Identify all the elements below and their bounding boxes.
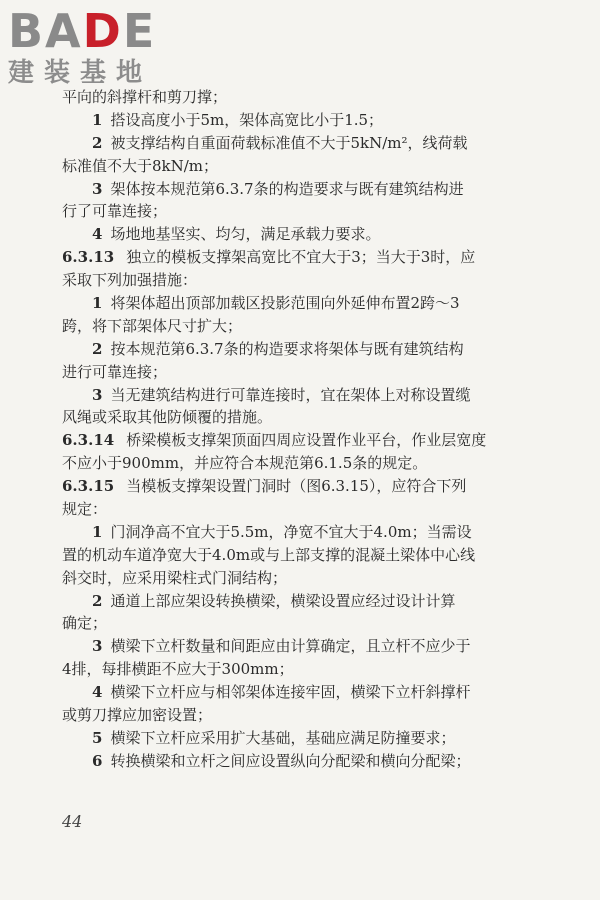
continuation-line: [62, 498, 492, 521]
line-text: 横梁下立杆应与相邻架体连接牢固，横梁下立杆斜撑杆: [110, 683, 471, 702]
continuation-line: [62, 406, 492, 429]
line-text: 桥梁模板支撑架顶面四周应设置作业平台，作业层宽度: [126, 431, 487, 450]
continuation-line: [62, 361, 492, 384]
clause-line: [62, 246, 492, 269]
list-item-line: [62, 590, 492, 613]
list-item-line: [62, 292, 492, 315]
clause-number: 6.3.14: [62, 431, 115, 450]
clause-line: [62, 475, 492, 498]
continuation-line: [62, 200, 492, 223]
line-text: 架体按本规范第6.3.7条的构造要求与既有建筑结构进: [110, 179, 464, 198]
continuation-line: [62, 567, 492, 590]
line-text: 4排，每排横距不应大于300mm；: [62, 660, 294, 679]
clause-line: [62, 429, 492, 452]
line-text: 横梁下立杆应采用扩大基础，基础应满足防撞要求；: [110, 728, 456, 747]
line-text: 当无建筑结构进行可靠连接时，宜在架体上对称设置缆: [110, 385, 471, 404]
item-number: 1: [92, 110, 103, 129]
line-text: 确定；: [62, 614, 108, 633]
line-text: 通道上部应架设转换横梁，横梁设置应经过设计计算: [110, 591, 456, 610]
line-text: 横梁下立杆数量和间距应由计算确定，且立杆不应少于: [110, 637, 471, 656]
bade-logo: [8, 6, 178, 98]
list-item-line: [62, 338, 492, 361]
continuation-line: [62, 544, 492, 567]
continuation-line: [62, 315, 492, 338]
clause-number: 6.3.13: [62, 248, 115, 267]
item-number: 1: [92, 294, 103, 313]
line-text: 被支撑结构自重面荷载标准值不大于5kN/m²，线荷载: [110, 133, 468, 152]
line-text: 按本规范第6.3.7条的构造要求将架体与既有建筑结构: [110, 339, 464, 358]
line-text: 行了可靠连接；: [62, 202, 168, 221]
logo-wordmark: [8, 6, 178, 56]
list-item-line: [62, 750, 492, 773]
item-number: 3: [92, 637, 103, 656]
list-item-line: [62, 681, 492, 704]
item-number: 5: [92, 728, 103, 747]
item-number: 4: [92, 225, 103, 244]
item-number: 2: [92, 591, 103, 610]
line-text: 或剪刀撑应加密设置；: [62, 706, 213, 725]
list-item-line: [62, 384, 492, 407]
list-item-line: [62, 109, 492, 132]
continuation-line: [62, 658, 492, 681]
line-text: 进行可靠连接；: [62, 362, 168, 381]
list-item-line: [62, 521, 492, 544]
line-text: 规定：: [62, 500, 108, 519]
item-number: 1: [92, 522, 103, 541]
list-item-line: [62, 178, 492, 201]
line-text: 当模板支撑架设置门洞时（图6.3.15），应符合下列: [126, 477, 467, 496]
line-text: 转换横梁和立杆之间应设置纵向分配梁和横向分配梁；: [110, 751, 471, 770]
continuation-line: [62, 704, 492, 727]
item-number: 2: [92, 339, 103, 358]
list-item-line: [62, 132, 492, 155]
line-text: 标准值不大于8kN/m；: [62, 156, 219, 175]
list-item-line: [62, 223, 492, 246]
item-number: 3: [92, 385, 103, 404]
line-text: 置的机动车道净宽大于4.0m或与上部支撑的混凝土梁体中心线: [62, 545, 476, 564]
line-text: 门洞净高不宜大于5.5m，净宽不宜大于4.0m；当需设: [110, 522, 472, 541]
line-text: 将架体超出顶部加载区投影范围向外延伸布置2跨～3: [110, 294, 460, 313]
line-text: 采取下列加强措施：: [62, 271, 198, 290]
continuation-line: [62, 452, 492, 475]
logo-subtitle: 建装基地: [8, 58, 153, 88]
document-body: [62, 86, 492, 773]
page-number: 44: [62, 812, 83, 831]
line-text: 斜交时，应采用梁柱式门洞结构；: [62, 568, 288, 587]
continuation-line: [62, 269, 492, 292]
line-text: 不应小于900mm，并应符合本规范第6.1.5条的规定。: [62, 454, 428, 473]
continuation-line: [62, 612, 492, 635]
line-text: 场地地基坚实、均匀，满足承载力要求。: [110, 225, 381, 244]
logo-wordmark-part-a: BA: [8, 4, 83, 58]
continuation-line: [62, 155, 492, 178]
line-text: 搭设高度小于5m，架体高宽比小于1.5；: [110, 110, 384, 129]
clause-number: 6.3.15: [62, 477, 115, 496]
line-text: 跨，将下部架体尺寸扩大；: [62, 316, 243, 335]
item-number: 3: [92, 179, 103, 198]
list-item-line: [62, 635, 492, 658]
line-text: 风绳或采取其他防倾覆的措施。: [62, 408, 273, 427]
continuation-line: [62, 86, 492, 109]
item-number: 4: [92, 683, 103, 702]
logo-wordmark-accent: D: [82, 4, 123, 58]
item-number: 6: [92, 751, 103, 770]
line-text: 独立的模板支撑架高宽比不宜大于3；当大于3时，应: [126, 248, 476, 267]
item-number: 2: [92, 133, 103, 152]
logo-wordmark-part-b: E: [122, 4, 157, 58]
line-text: 平向的斜撑杆和剪刀撑；: [62, 88, 228, 106]
list-item-line: [62, 727, 492, 750]
